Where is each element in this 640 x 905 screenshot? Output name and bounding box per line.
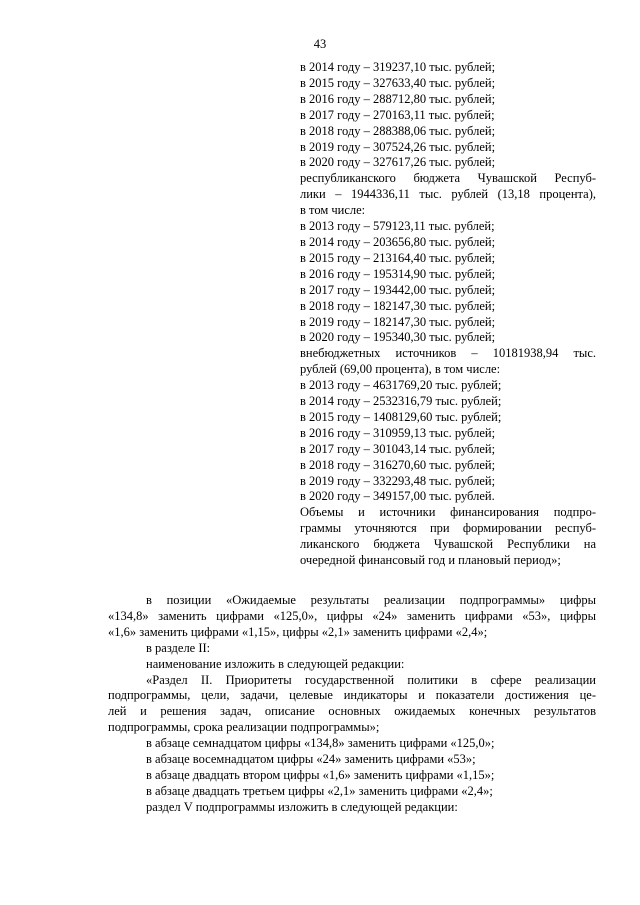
column-line: в 2020 году – 327617,26 тыс. рублей; (300, 155, 496, 170)
column-line: в 2020 году – 349157,00 тыс. рублей. (300, 489, 495, 504)
column-line: в 2016 году – 288712,80 тыс. рублей; (300, 91, 496, 106)
body-line: «134,8» заменить цифрами «125,0», цифры «24» заменить цифрами «53», цифры (108, 608, 596, 623)
page-number: 43 (313, 37, 327, 51)
body-line: наименование изложить в следующей редакции: (146, 656, 405, 671)
column-line: в 2019 году – 182147,30 тыс. рублей; (300, 314, 496, 329)
body-line: раздел V подпрограммы изложить в следующей редакции: (146, 799, 458, 814)
body-line: в абзаце семнадцатом цифры «134,8» заменить цифрами «125,0»; (146, 736, 495, 751)
column-line: лики – 1944336,11 тыс. рублей (13,18 процента), (300, 187, 596, 202)
column-line: в 2019 году – 332293,48 тыс. рублей; (300, 473, 496, 488)
column-line: рублей (69,00 процента), в том числе: (300, 362, 501, 377)
column-line: в 2014 году – 203656,80 тыс. рублей; (300, 234, 496, 249)
body-line: подпрограммы, цели, задачи, целевые индикаторы и показатели достижения це- (108, 688, 596, 703)
column-line: в 2014 году – 2532316,79 тыс. рублей; (300, 394, 502, 409)
column-line: в 2013 году – 4631769,20 тыс. рублей; (300, 378, 502, 393)
column-line: в 2020 году – 195340,30 тыс. рублей; (300, 330, 496, 345)
column-line: граммы уточняются при формировании респуб- (300, 521, 596, 536)
column-line: Объемы и источники финансирования подпро- (300, 505, 596, 520)
column-line: в 2018 году – 316270,60 тыс. рублей; (300, 457, 496, 472)
amendment-text (108, 593, 596, 816)
column-line: внебюджетных источников – 10181938,94 тыс. (300, 346, 596, 361)
column-line: в 2017 году – 270163,11 тыс. рублей; (300, 107, 495, 122)
column-line: в 2016 году – 195314,90 тыс. рублей; (300, 266, 496, 281)
funding-column (300, 60, 596, 569)
body-line: в абзаце восемнадцатом цифры «24» заменить цифрами «53»; (146, 752, 476, 767)
body-line: в абзаце двадцать третьем цифры «2,1» заменить цифрами «2,4»; (146, 783, 493, 798)
body-line: в разделе II: (146, 640, 211, 655)
column-line: в 2016 году – 310959,13 тыс. рублей; (300, 425, 496, 440)
column-line: в 2015 году – 327633,40 тыс. рублей; (300, 75, 496, 90)
column-line: в 2017 году – 193442,00 тыс. рублей; (300, 282, 496, 297)
body-line: лей и решения задач, описание основных ожидаемых конечных результатов (108, 704, 596, 719)
body-line: подпрограммы, срока реализации подпрограммы»; (108, 720, 380, 735)
body-line: «Раздел II. Приоритеты государственной политики в сфере реализации (146, 672, 596, 687)
body-line: «1,6» заменить цифрами «1,15», цифры «2,1» заменить цифрами «2,4»; (108, 624, 488, 639)
column-line: в 2017 году – 301043,14 тыс. рублей; (300, 441, 496, 456)
column-line: в 2015 году – 1408129,60 тыс. рублей; (300, 409, 502, 424)
column-line: в 2015 году – 213164,40 тыс. рублей; (300, 250, 496, 265)
column-line: очередной финансовый год и плановый период»; (300, 553, 561, 568)
column-line: в 2019 году – 307524,26 тыс. рублей; (300, 139, 496, 154)
column-line: в том числе: (300, 203, 366, 218)
column-line: ликанского бюджета Чувашской Республики на (300, 537, 596, 552)
body-line: в позиции «Ожидаемые результаты реализации подпрограммы» цифры (146, 593, 596, 607)
body-line: в абзаце двадцать втором цифры «1,6» заменить цифрами «1,15»; (146, 767, 495, 782)
column-line: в 2014 году – 319237,10 тыс. рублей; (300, 60, 496, 74)
column-line: в 2018 году – 182147,30 тыс. рублей; (300, 298, 496, 313)
column-line: республиканского бюджета Чувашской Респуб- (300, 171, 596, 186)
column-line: в 2013 году – 579123,11 тыс. рублей; (300, 219, 495, 234)
column-line: в 2018 году – 288388,06 тыс. рублей; (300, 123, 496, 138)
